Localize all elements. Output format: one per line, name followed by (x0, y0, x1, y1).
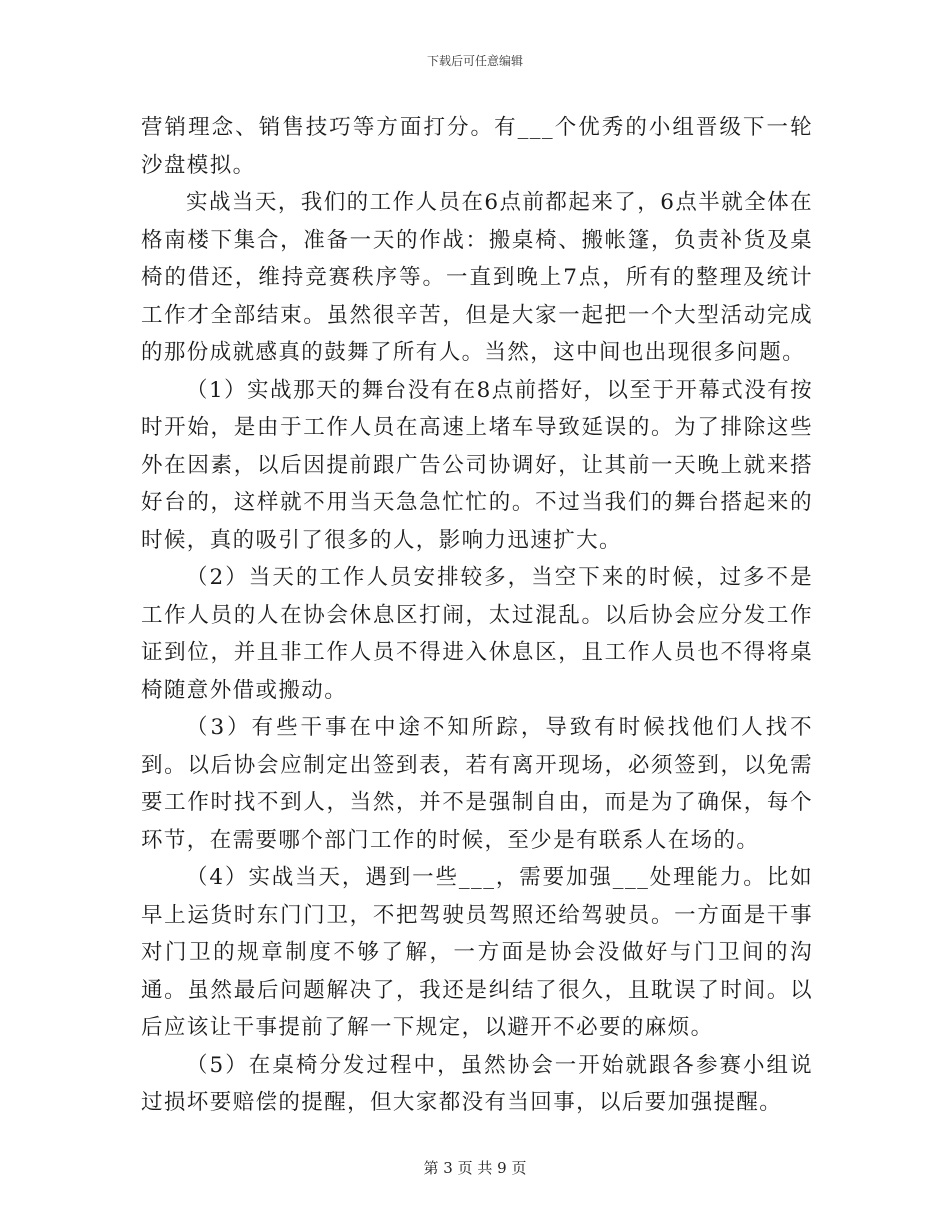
paragraph: （3）有些干事在中途不知所踪，导致有时候找他们人找不到。以后协会应制定出签到表，若有离开现场，必须签到，以免需要工作时找不到人，当然，并不是强制自由，而是为了确保，每个环节，在需要哪个部门工作的时候，至少是有联系人在场的。 (141, 715, 813, 853)
paragraph: （1）实战那天的舞台没有在8点前搭好，以至于开幕式没有按时开始，是由于工作人员在高速上堵车导致延误的。为了排除这些外在因素，以后因提前跟广告公司协调好，让其前一天晚上就来搭好台的，这样就不用当天急急忙忙的。不过当我们的舞台搭起来的时候，真的吸引了很多的人，影响力迅速扩大。 (141, 377, 813, 553)
page-header: 下载后可任意编辑 (426, 54, 523, 68)
paragraph: （2）当天的工作人员安排较多，当空下来的时候，过多不是工作人员的人在协会休息区打闹，太过混乱。以后协会应分发工作证到位，并且非工作人员不得进入休息区，且工作人员也不得将桌椅随意外借或搬动。 (141, 565, 813, 703)
paragraph: （5）在桌椅分发过程中，虽然协会一开始就跟各参赛小组说过损坏要赔偿的提醒，但大家都没有当回事，以后要加强提醒。 (141, 1052, 813, 1115)
document-body (141, 109, 813, 1122)
page-number: 第 3 页 共 9 页 (423, 1159, 527, 1177)
paragraph: 实战当天，我们的工作人员在6点前都起来了，6点半就全体在格南楼下集合，准备一天的作战：搬桌椅、搬帐篷，负责补货及桌椅的借还，维持竞赛秩序等。一直到晚上7点，所有的整理及统计工作才全部结束。虽然很辛苦，但是大家一起把一个大型活动完成的那份成就感真的鼓舞了所有人。当然，这中间也出现很多问题。 (141, 190, 813, 365)
paragraph: 营销理念、销售技巧等方面打分。有___个优秀的小组晋级下一轮沙盘模拟。 (141, 115, 813, 178)
paragraph: （4）实战当天，遇到一些___，需要加强___处理能力。比如早上运货时东门门卫，不把驾驶员驾照还给驾驶员。一方面是干事对门卫的规章制度不够了解，一方面是协会没做好与门卫间的沟通。虽然最后问题解决了，我还是纠结了很久，且耽误了时间。以后应该让干事提前了解一下规定，以避开不必要的麻烦。 (141, 865, 813, 1040)
